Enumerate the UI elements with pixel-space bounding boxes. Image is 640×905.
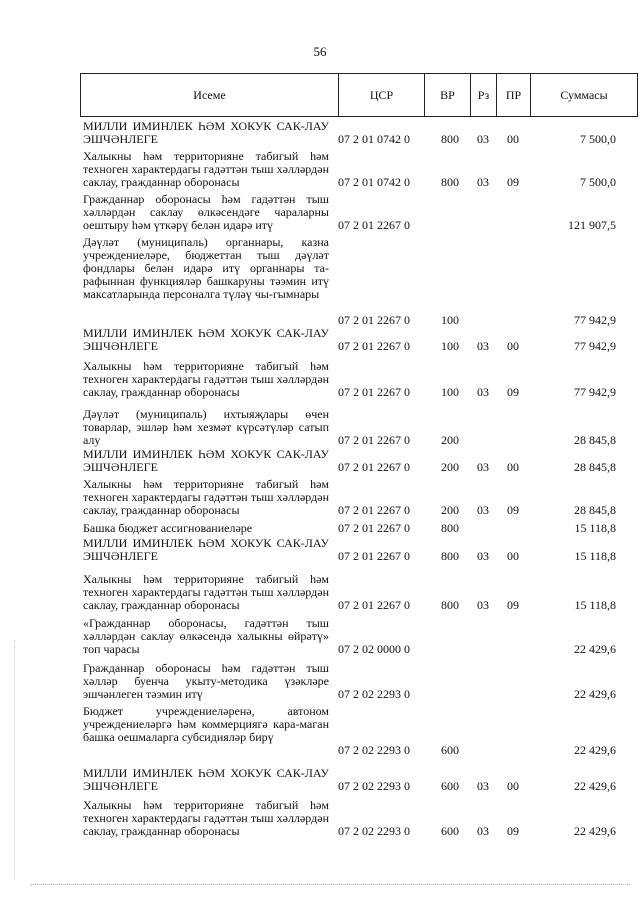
row-name: Гражданнар оборонасы һәм гадәттән тыш хәлләрдән саклау өлкәсендәге чараларны оештыру һәм үткәрү белән идарә итү [83,192,329,232]
row-name: Халыкны һәм территорияне табигый һәм техноген характердагы гадәттән тыш хәлләрдән саклау, гражданнар оборонасы [83,572,329,612]
row-vr: 100 [441,313,459,327]
row-vr: 200 [441,433,459,447]
row-csr: 07 2 01 2267 0 [338,503,410,517]
row-vr: 800 [441,175,459,189]
row-sum: 15 118,8 [574,549,616,563]
row-pr: 09 [507,175,519,189]
row-pr: 00 [507,460,519,474]
row-vr: 600 [441,824,459,838]
row-csr: 07 2 01 0742 0 [338,175,410,189]
row-sum: 22 429,6 [574,779,616,793]
row-csr: 07 2 01 2267 0 [338,385,410,399]
row-rz: 03 [477,824,489,838]
header-csr: ЦСР [339,74,425,116]
row-vr: 800 [441,521,459,535]
row-csr: 07 2 01 2267 0 [338,598,410,612]
row-csr: 07 2 01 2267 0 [338,339,410,353]
row-vr: 200 [441,460,459,474]
row-pr: 00 [507,549,519,563]
row-csr: 07 2 01 2267 0 [338,433,410,447]
row-pr: 00 [507,779,519,793]
row-name: МИЛЛИ ИМИНЛЕК ҺӘМ ХОКУК САК-ЛАУ ЭШЧӘНЛЕГЕ [83,766,329,793]
row-sum: 15 118,8 [574,598,616,612]
row-sum: 22 429,6 [574,824,616,838]
row-csr: 07 2 02 2293 0 [338,779,410,793]
row-sum: 28 845,8 [574,433,616,447]
row-csr: 07 2 02 2293 0 [338,824,410,838]
row-sum: 121 907,5 [568,218,616,232]
row-csr: 07 2 01 0742 0 [338,132,410,146]
row-rz: 03 [477,598,489,612]
row-pr: 09 [507,503,519,517]
row-pr: 09 [507,598,519,612]
row-vr: 100 [441,339,459,353]
row-name: Халыкны һәм территорияне табигый һәм техноген характердагы гадәттән тыш хәлләрдән саклау, гражданнар оборонасы [83,149,329,189]
row-name: МИЛЛИ ИМИНЛЕК ҺӘМ ХОКУК САК-ЛАУ ЭШЧӘНЛЕГЕ [83,536,329,563]
row-sum: 77 942,9 [574,385,616,399]
row-vr: 800 [441,598,459,612]
row-vr: 100 [441,385,459,399]
row-csr: 07 2 01 2267 0 [338,460,410,474]
row-rz: 03 [477,132,489,146]
row-csr: 07 2 01 2267 0 [338,313,410,327]
row-sum: 15 118,8 [574,521,616,535]
row-rz: 03 [477,175,489,189]
row-csr: 07 2 02 0000 0 [338,642,410,656]
header-sum: Суммасы [560,87,608,102]
row-vr: 800 [441,549,459,563]
row-csr: 07 2 02 2293 0 [338,687,410,701]
row-sum: 28 845,8 [574,503,616,517]
row-sum: 28 845,8 [574,460,616,474]
header-pr: ПР [497,74,531,116]
row-sum: 77 942,9 [574,313,616,327]
row-name: Башка бюджет ассигнованиеләре [83,521,253,535]
header-rz: Рз [471,74,497,116]
row-name: Бюджет учреждениеләренә, автоном учреждениеләргә һәм коммерциягә кара-маган башка оешмаларга субсидияләр бирү [83,704,329,744]
row-rz: 03 [477,549,489,563]
row-name: МИЛЛИ ИМИНЛЕК ҺӘМ ХОКУК САК-ЛАУ ЭШЧӘНЛЕГЕ [83,326,329,353]
row-pr: 09 [507,824,519,838]
row-sum: 7 500,0 [580,175,616,189]
table-header [80,73,638,117]
header-vr: ВР [425,74,471,116]
row-name: Халыкны һәм территорияне табигый һәм техноген характердагы гадәттән тыш хәлләрдән саклау, гражданнар оборонасы [83,359,329,399]
row-vr: 600 [441,743,459,757]
row-name: МИЛЛИ ИМИНЛЕК ҺӘМ ХОКУК САК-ЛАУ ЭШЧӘНЛЕГЕ [83,119,329,146]
row-csr: 07 2 02 2293 0 [338,743,410,757]
row-sum: 22 429,6 [574,642,616,656]
row-csr: 07 2 01 2267 0 [338,549,410,563]
margin-dots [14,640,15,880]
row-rz: 03 [477,460,489,474]
row-sum: 22 429,6 [574,743,616,757]
row-rz: 03 [477,779,489,793]
row-name: Гражданнар оборонасы һәм гадәттән тыш хәлләр буенча укыту-методика үзәкләре эшчәнлеген тәэмин итү [83,661,329,701]
row-name: МИЛЛИ ИМИНЛЕК ҺӘМ ХОКУК САК-ЛАУ ЭШЧӘНЛЕГЕ [83,447,329,474]
row-csr: 07 2 01 2267 0 [338,521,410,535]
row-csr: 07 2 01 2267 0 [338,218,410,232]
row-name: «Гражданнар оборонасы, гадәттән тыш хәлләрдән саклау өлкәсендә халыкны өйрәтү» топ чарасы [83,616,329,656]
footer-dots [30,884,630,885]
row-sum: 77 942,9 [574,339,616,353]
page-number: 56 [313,44,327,59]
row-vr: 800 [441,132,459,146]
row-sum: 22 429,6 [574,687,616,701]
row-rz: 03 [477,339,489,353]
row-name: Халыкны һәм территорияне табигый һәм техноген характердагы гадәттән тыш хәлләрдән саклау, гражданнар оборонасы [83,477,329,517]
row-pr: 00 [507,132,519,146]
row-rz: 03 [477,503,489,517]
row-pr: 09 [507,385,519,399]
row-rz: 03 [477,385,489,399]
row-vr: 600 [441,779,459,793]
header-name: Исеме [81,74,339,116]
row-pr: 00 [507,339,519,353]
row-name: Дәүләт (муниципаль) ихтыяҗлары өчен товарлар, эшләр һәм хезмәт күрсәтүләр сатып алу [83,407,329,447]
row-vr: 200 [441,503,459,517]
row-sum: 7 500,0 [580,132,616,146]
row-name: Дәүләт (муниципаль) органнары, казна учреждениеләре, бюджеттан тыш дәүләт фондлары белән идарә итү органнары та-рафыннан функцияләр башкаруны тәэмин итү максатларында персоналга түләү чы-гымнары [83,235,329,301]
row-name: Халыкны һәм территорияне табигый һәм техноген характердагы гадәттән тыш хәлләрдән саклау, гражданнар оборонасы [83,798,329,838]
